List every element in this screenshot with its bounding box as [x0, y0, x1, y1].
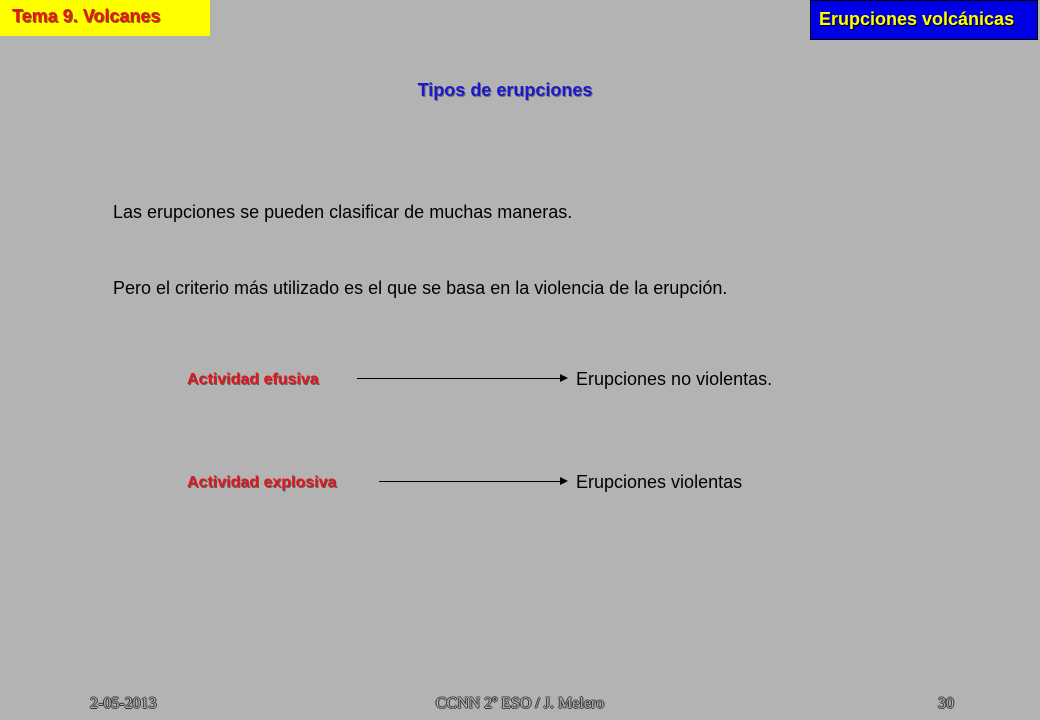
- section-label: Erupciones volcánicas: [810, 0, 1038, 40]
- result-explosive: Erupciones violentas: [576, 472, 743, 492]
- activity-explosive-label: Actividad explosiva: [187, 474, 337, 491]
- slide-title: Tipos de erupciones: [417, 80, 593, 100]
- activity-effusive-label: Actividad efusiva: [187, 371, 319, 388]
- arrow-effusive: [357, 378, 566, 379]
- footer-page-number: 30: [938, 695, 954, 712]
- result-effusive: Erupciones no violentas.: [576, 369, 773, 389]
- topic-label: Tema 9. Volcanes: [0, 0, 210, 36]
- paragraph-intro: Las erupciones se pueden clasificar de muchas maneras.: [113, 202, 573, 222]
- footer-date: 2-05-2013: [90, 695, 157, 712]
- footer-course: CCNN 2º ESO / J. Melero: [435, 695, 605, 712]
- arrow-explosive: [379, 481, 566, 482]
- paragraph-criterion: Pero el criterio más utilizado es el que se basa en la violencia de la erupción.: [113, 278, 728, 298]
